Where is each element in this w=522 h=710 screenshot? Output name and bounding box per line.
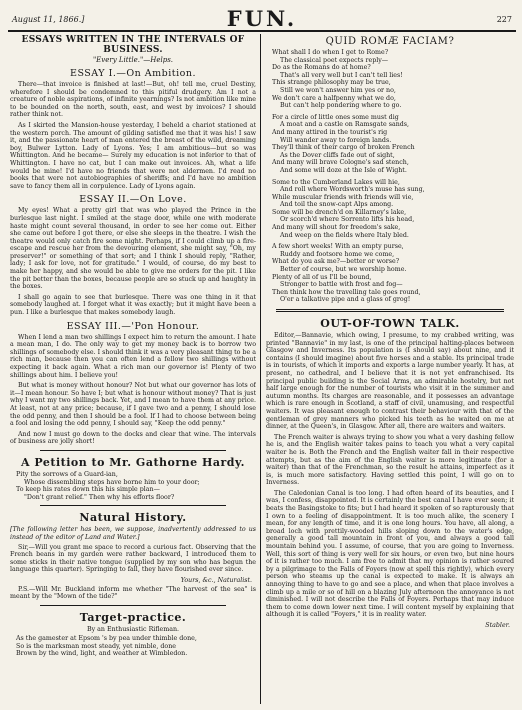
verse-line: We don't care a halfpenny what we do, xyxy=(272,94,396,102)
verse-line: Or scorch'd where Sorrento lifts his head, xyxy=(280,216,415,224)
verse-line: So is the marksman most steady, yet nimble, done xyxy=(16,642,176,650)
out-of-town-talk-paragraph: The French waiter is always trying to show you what a very dashing fellow he is, and the English waiter takes pains to teach you what a very capital waiter he is. Both the French and the English waiter fall in their respective attempts, but as the aim of the English waiter is more legitimate (for a waiter) than that of the Frenchman, so the result he attains, imperfect as it is, is much more satisfactory. Having settled this point, I will go on to Inverness. xyxy=(266,433,514,487)
essay-3-paragraph: When I lend a man two shillings I expect him to return the amount. I hate a mean man, I do. The only way to get my money back is to borrow two shillings of somebody else. I should think it was a very pleasant thing to be a rich man, because then you can often lend a fellow two shillings without expecting it back again. What a rich man our governor is! Plenty of two shillings about him. I believe you! xyxy=(10,333,256,379)
target-practice-title: Target-practice. xyxy=(79,611,187,625)
natural-history-postscript: P.S.—Will Mr. Buckland inform me whether "The harvest of the sea" is meant by the "Mown of the tide?" xyxy=(10,585,256,601)
essay-2-paragraph: My eyes! What a pretty girl that was who played the Prince in the burlesque last night. I smiled at the stage door, while one with moderate haste might count several thousand, in order to see her come out. Either she came out before I got there, or else she sleeps in the theatre. I wish the theatre would only catch fire some night. Perhaps, if I could climb up a fire-escape and rescue her from the devouring element, she might say, "Oh, my preserver!" or something of that sort; and I think I should reply, "Rather, lady; I ask for love, not for gratitude." I would, of course, do my best to make her happy, and she would be able to give me orders for the pit. I like the pit better than the boxes, because people are so stuck up and haughty in the boxes. xyxy=(10,207,256,291)
verse-line: Better of course, but we worship home. xyxy=(280,266,407,274)
verse-line: What do you ask me?—better or worse? xyxy=(272,258,400,266)
essay-2-heading: ESSAY II.—On Love. xyxy=(79,194,187,206)
natural-history-signature: Yours, &c., Naturalist. xyxy=(180,576,252,584)
newspaper-page xyxy=(8,6,516,706)
essay-1-paragraph: As I skirted the Mansion-house yesterday, I beheld a chariot stationed at the western porch. The amount of gilding satisfied me that it was his! I saw it, and the passionate heart of man entered the breast of the wild, dreaming boy, Bulwer Lytton. Lady of Lyons. Yes; I am ambitious—but so was Whittington. And he became— Surely my education is not inferior to that of Whittington. I have no cat, but I can make out invoices. Ah, what a life would be mine! I'd have no friends that were not aldermen. I'd read no books that were not autobiographies of sheriffs; and I'd have no ambition save to fancy them all in corpulence. Lady of Lyons again. xyxy=(10,121,256,190)
left-column xyxy=(10,34,256,704)
verse-line: Do as the Romans do at home? xyxy=(272,64,371,72)
verse-line: But can't help pondering where to go. xyxy=(280,102,402,110)
natural-history-paragraph: Sir,—Will you grant me space to record a curious fact. Observing that the French beans in my garden were rather backward, I introduced them to some sticks in their native tongue (supplied by my son who has begun the language this quarter). Springing to fall, they have flourished ever since. xyxy=(10,543,256,574)
columns xyxy=(8,34,516,704)
verse-line: And many will shout for freedom's sake, xyxy=(272,224,401,232)
verse-line: Some to the Cumberland Lakes will hie, xyxy=(272,178,400,186)
target-practice-verse xyxy=(10,635,256,658)
verse-line: Plenty of all of us I'll be bound, xyxy=(272,273,372,281)
verse-line: What shall I do when I get to Rome? xyxy=(272,49,389,56)
poem-stanza xyxy=(266,179,514,240)
verse-line: This strange philosophy may be true, xyxy=(272,79,391,87)
target-practice-byline: By an Enthusiastic Rifleman. xyxy=(86,626,180,634)
poem-title: QUID ROMÆ FACIAM? xyxy=(325,36,455,47)
poem-stanza xyxy=(266,49,514,110)
poem-stanza xyxy=(266,243,514,304)
verse-line: Still we won't answer him yes or no, xyxy=(280,86,396,94)
verse-line: Pity the sorrows of a Guard-ian, xyxy=(16,470,118,478)
verse-line: That's all very well but I can't tell lies! xyxy=(280,71,403,79)
verse-line: Then think how the travelling tale goes round, xyxy=(272,288,421,296)
essay-1-heading: ESSAY I.—On Ambition. xyxy=(70,68,196,79)
section-divider xyxy=(40,505,226,506)
verse-line: For a circle of little ones some must dig xyxy=(272,113,399,121)
petition-title: A Petition to Mr. Gathorne Hardy. xyxy=(21,455,245,469)
section-divider xyxy=(40,605,226,606)
out-of-town-talk-title: OUT-OF-TOWN TALK. xyxy=(320,317,460,330)
verse-line: A few short weeks! With an empty purse, xyxy=(272,243,404,251)
petition-verse xyxy=(10,471,256,501)
verse-line: And many attired in the tourist's rig xyxy=(272,128,388,136)
verse-line: Brown by the wind, light, and weather at Wimbledon. xyxy=(16,650,188,658)
essay-2-paragraph: I shall go again to see that burlesque. There was one thing in it that somebody laughed at. I forget what it was exactly; but it might have been a pun. I like a burlesque that makes somebody laugh. xyxy=(10,293,256,317)
verse-line: Stronger to battle with frost and fog— xyxy=(280,281,403,289)
verse-line: Whose dissembling steps have borne him to your door; xyxy=(24,478,200,486)
column-rule xyxy=(260,34,261,704)
page-number: 227 xyxy=(496,15,512,24)
out-of-town-talk-signature: Stabler. xyxy=(485,621,510,629)
issue-date: August 11, 1866.] xyxy=(12,15,85,24)
verse-line: And some will doze at the Isle of Wight. xyxy=(280,166,407,174)
essays-subtitle: "Every Little."—Helps. xyxy=(92,56,174,64)
verse-line: Ruddy and footsore home we come, xyxy=(280,250,395,258)
verse-line: They'll think of their cargo of broken French xyxy=(272,144,415,152)
verse-line: And weep on the fields where Italy bled. xyxy=(280,231,409,239)
verse-line: As the Dover cliffs fade out of sight, xyxy=(280,151,395,159)
verse-line: A moat and a castle on Ramsgate sands, xyxy=(280,121,410,129)
verse-line: Some will be drench'd on Killarney's lake, xyxy=(272,208,407,216)
out-of-town-talk-paragraph: The Caledonian Canal is too long. I had often heard of its beauties, and I was, I confess, disappointed. It is certainly the best canal I have ever seen; it beats the Basingstoke to fits; but I had heard it spoken of so rapturously that I own to a feeling of disappointment. It is too much alike, the scenery I mean, for any length of time, and it is one long hours. You have, all along, a broad loch with prettily-wooded hills sloping down to the water's edge, generally a good tall mountain in front of you, and always a good tall mountain behind you. I assume, of course, that you are going to Inverness. Well, this sort of thing is very well for six hours, or even two, but nine hours of it is rather too much. I am free to admit that my opinion is rather soured by a pilgrimage to the Falls of Foyers (now at spell this rightly), which every person who steams up the canal is expected to make. It is always an annoying thing to have to go and see a place, and when that place involves a climb up a mile or so of hill on a blazing July afternoon the annoyance is not diminished. I will not describe the Falls of Foyers. Perhaps that may induce them to come down lower next time. I will content myself by explaining that although it is called "Foyers," it is in reality water. xyxy=(266,489,514,619)
verse-line: While muscular friends with friends will vie, xyxy=(272,193,414,201)
publication-title: FUN. xyxy=(226,6,298,31)
verse-line: The classical poet expects reply— xyxy=(280,56,389,64)
natural-history-title: Natural History. xyxy=(79,511,187,525)
section-divider xyxy=(40,450,226,451)
out-of-town-talk-paragraph: Editor,—Bannavie, which owing, I presume, to my crabbed writing, was printed "Bannavie" in my last, is one of the principal halting-places between Glasgow and Inverness. Its population is (I should say) about nine, and it contains (I should imagine) about five horses and a stable. Its principal trade is in tourists, of which it imports and exports a large number yearly. It has, at present, no cathedral, and I believe that it is not yet enfranchised. Its principal public building is the Social Arms, an admirable hostelry, but not half large enough for the number of tourists who visit it in the summer and autumn months. Its charges are reasonable, and it possesses an advantage which is rare enough in Scotland, a staff of civil, unamusing, and respectful waiters. It was pleasant enough to contrast their behaviour with that of the gentleman of grey manners who picked his teeth as he waited on me at dinner, at the Queen's, in Glasgow. After all, there are waiters and waiters. xyxy=(266,332,514,431)
essays-title: ESSAYS WRITTEN IN THE INTERVALS OF BUSINESS. xyxy=(21,35,245,55)
verse-line: Will wander away to foreign lands. xyxy=(280,136,392,144)
essay-1-paragraph: There—that invoice is finished at last!—But, oh! tell me, cruel Destiny, wherefore I should be condemned to this pitiful drudgery. Am I not a creature of noble aspirations, of infinite yearnings? Is not ambition like mine to be bounded on the north, south, east, and west by invoices? I should rather think not. xyxy=(10,81,256,119)
verse-line: "Don't grant relief." Then why his efforts floor? xyxy=(24,493,175,501)
section-divider xyxy=(276,309,504,312)
essay-3-heading: ESSAY III.—'Pon Honour. xyxy=(66,320,200,332)
verse-line: And roll where Wordsworth's muse has sung, xyxy=(280,186,425,194)
right-column xyxy=(266,34,514,704)
verse-line: And toil the snow-capt Alps among. xyxy=(280,201,394,209)
verse-line: O'er a talkative pipe and a glass of grog! xyxy=(280,296,411,304)
editor-note: [The following letter has been, we suppose, inadvertently addressed to us instead of the editor of Land and Water.] xyxy=(10,526,256,541)
poem-stanza xyxy=(266,114,514,175)
masthead xyxy=(8,6,516,32)
verse-line: As the gamester at Epsom 's by pea under thimble done, xyxy=(16,635,197,643)
essay-3-paragraph: And now I must go down to the docks and clear that wine. The intervals of business are jolly short! xyxy=(10,430,256,446)
essay-3-paragraph: But what is money without honour? Not but what our governor has lots of it—I mean honour. So have I; but what is honour without money? That is just why I want my two shillings back. Yet, and I mean to have them at any price. At least, not at any price; because, if I gave two and a penny, I should lose the odd penny, and then I should be a fool. If I had to choose between being a fool and losing the odd penny, I should say, "Keep the odd penny." xyxy=(10,382,256,428)
verse-line: To keep his rates down this his simple plan— xyxy=(16,486,160,494)
verse-line: And many will brave Cologne's sad stench, xyxy=(272,159,409,167)
